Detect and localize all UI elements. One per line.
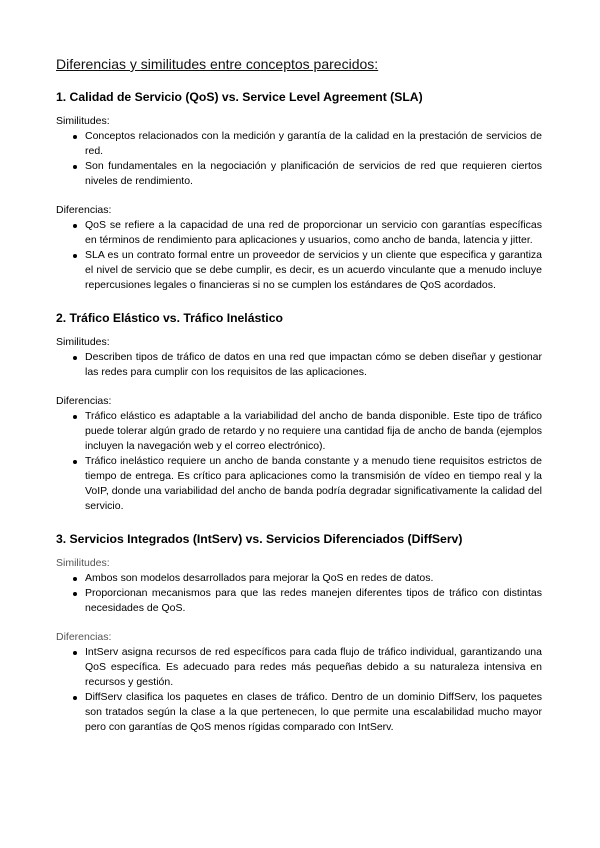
- list-item: Describen tipos de tráfico de datos en una red que impactan cómo se deben diseñar y gestionar las redes para cumplir con los requisitos de las aplicaciones.: [85, 351, 542, 378]
- section-intserv-diffserv: [56, 531, 542, 735]
- similarities-label: Similitudes:: [56, 336, 110, 348]
- differences-list: [56, 409, 542, 514]
- section-heading: 1. Calidad de Servicio (QoS) vs. Service Level Agreement (SLA): [56, 90, 423, 104]
- differences-list: [56, 645, 542, 735]
- list-item: Tráfico elástico es adaptable a la variabilidad del ancho de banda disponible. Este tipo de tráfico puede tolerar algún grado de retardo y no requiere una cantidad fija de ancho de banda (ejemplos incluyen la navegación web y el correo electrónico).: [85, 410, 542, 452]
- list-item: SLA es un contrato formal entre un proveedor de servicios y un cliente que especifica y garantiza el nivel de servicio que se debe cumplir, es decir, es un acuerdo vinculante que a menudo incluye repercusiones legales o financieras si no se cumplen los estándares de QoS acordados.: [85, 249, 542, 291]
- section-elastic-traffic: [56, 310, 542, 514]
- list-item: Conceptos relacionados con la medición y garantía de la calidad en la prestación de servicios de red.: [85, 130, 542, 157]
- differences-label: Diferencias:: [56, 204, 112, 216]
- similarities-label: Similitudes:: [56, 115, 110, 127]
- similarities-list: [56, 571, 542, 616]
- similarities-label: Similitudes:: [56, 557, 110, 569]
- list-item: IntServ asigna recursos de red específicos para cada flujo de tráfico individual, garantizando una QoS específica. Es adecuado para redes más pequeñas debido a su naturaleza intensiva en recursos y gestión.: [85, 646, 542, 688]
- differences-list: [56, 218, 542, 293]
- differences-label: Diferencias:: [56, 395, 112, 407]
- list-item: Ambos son modelos desarrollados para mejorar la QoS en redes de datos.: [85, 571, 542, 586]
- document-title: Diferencias y similitudes entre conceptos parecidos:: [56, 56, 379, 72]
- list-item: DiffServ clasifica los paquetes en clases de tráfico. Dentro de un dominio DiffServ, los paquetes son tratados según la clase a la que pertenecen, lo que permite una escalabilidad mucho mayor pero con garantías de QoS menos rígidas comparado con IntServ.: [85, 691, 542, 733]
- list-item: Son fundamentales en la negociación y planificación de servicios de red que requieren ciertos niveles de rendimiento.: [85, 160, 542, 187]
- document-page: [56, 56, 542, 735]
- similarities-list: [56, 350, 542, 380]
- list-item: QoS se refiere a la capacidad de una red de proporcionar un servicio con garantías específicas en términos de rendimiento para aplicaciones y usuarios, como ancho de banda, latencia y jitter.: [85, 219, 542, 246]
- section-heading: 2. Tráfico Elástico vs. Tráfico Inelástico: [56, 311, 283, 325]
- similarities-list: [56, 129, 542, 189]
- differences-label: Diferencias:: [56, 631, 112, 643]
- section-qos-sla: [56, 89, 542, 293]
- list-item: Tráfico inelástico requiere un ancho de banda constante y a menudo tiene requisitos estrictos de tiempo de entrega. Es crítico para aplicaciones como la transmisión de vídeo en tiempo real y la VoIP, donde una variabilidad del ancho de banda podría degradar significativamente la calidad del servicio.: [85, 455, 542, 512]
- list-item: Proporcionan mecanismos para que las redes manejen diferentes tipos de tráfico con distintas necesidades de QoS.: [85, 587, 542, 614]
- section-heading: 3. Servicios Integrados (IntServ) vs. Servicios Diferenciados (DiffServ): [56, 532, 463, 546]
